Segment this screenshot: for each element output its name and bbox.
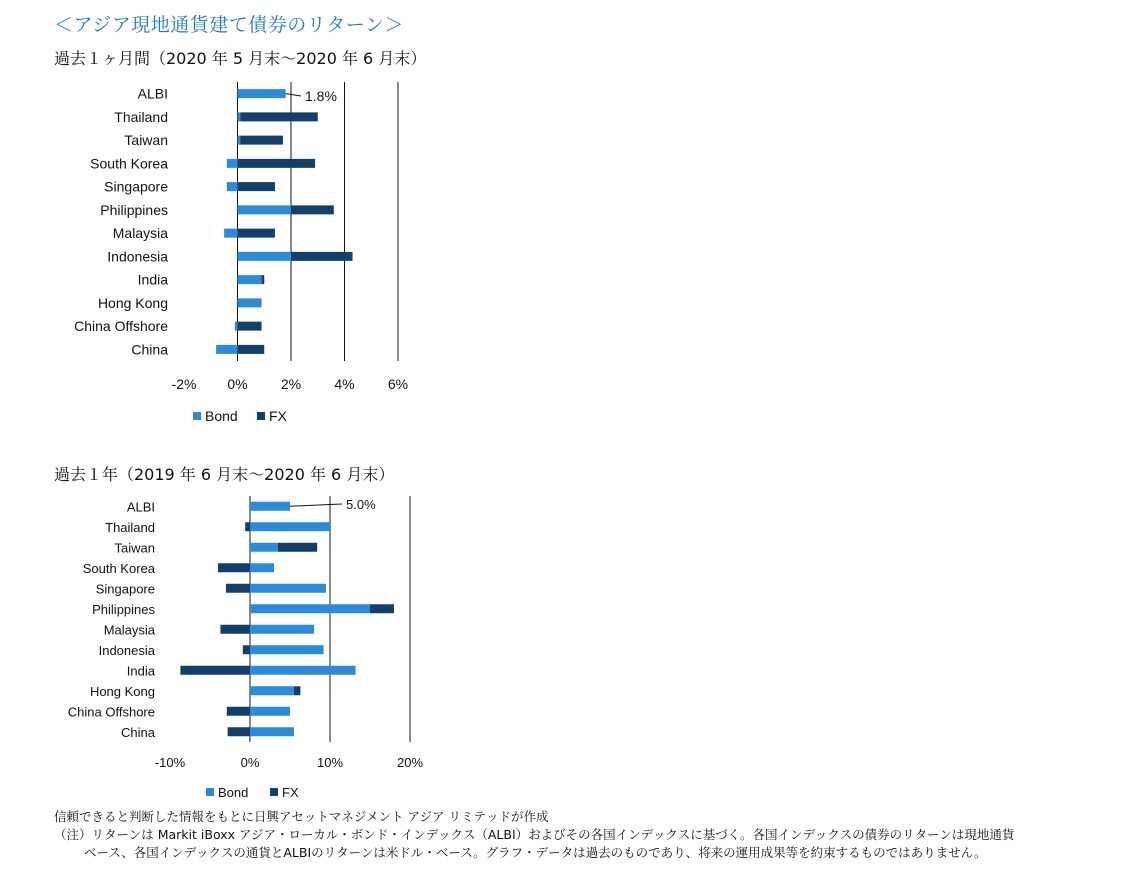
chart1	[74, 82, 408, 424]
bond-bar	[227, 182, 238, 191]
fx-bar	[238, 182, 275, 191]
legend-swatch	[270, 788, 278, 796]
bond-bar	[238, 298, 262, 307]
bond-bar	[250, 543, 278, 552]
fx-bar	[291, 252, 353, 261]
x-tick-label: 0%	[227, 376, 248, 392]
bond-bar	[250, 584, 326, 593]
fx-bar	[240, 112, 318, 121]
x-tick-label: 0%	[240, 755, 260, 770]
category-label: Malaysia	[112, 225, 168, 242]
fx-bar	[370, 604, 394, 613]
legend-swatch	[193, 412, 201, 420]
source-note: 信頼できると判断した情報をもとに日興アセットマネジメント アジア リミテッドが作成	[54, 809, 549, 824]
category-label: Philippines	[100, 201, 168, 218]
bond-bar	[227, 159, 238, 168]
fx-bar	[238, 322, 262, 331]
bond-bar	[238, 112, 241, 121]
category-label: China Offshore	[74, 318, 168, 335]
chart1-subtitle: 過去１ヶ月間（2020 年 5 月末～2020 年 6 月末）	[54, 49, 427, 68]
bond-bar	[250, 502, 290, 511]
fx-bar	[240, 136, 283, 145]
fx-bar	[243, 645, 250, 654]
category-label: Indonesia	[98, 642, 155, 658]
fx-bar	[180, 666, 250, 675]
fx-bar	[238, 229, 275, 238]
x-tick-label: -2%	[171, 376, 197, 392]
category-label: Philippines	[92, 601, 155, 617]
fx-bar	[291, 205, 334, 214]
legend-label: FX	[269, 408, 287, 424]
fx-bar	[228, 727, 250, 736]
bond-bar	[250, 604, 370, 613]
category-label: Thailand	[114, 108, 168, 125]
category-label: Hong Kong	[97, 294, 168, 311]
chart2-subtitle: 過去１年（2019 年 6 月末～2020 年 6 月末）	[54, 465, 395, 484]
category-label: India	[137, 271, 168, 288]
bond-bar	[250, 727, 294, 736]
category-label: Hong Kong	[89, 683, 155, 699]
x-tick-label: 20%	[396, 755, 424, 770]
fx-bar	[226, 584, 250, 593]
bond-bar	[250, 707, 290, 716]
annotation-label: 1.8%	[305, 88, 337, 104]
bond-bar	[250, 645, 324, 654]
category-label: Malaysia	[103, 622, 155, 638]
fx-bar	[245, 522, 250, 531]
category-label: Singapore	[104, 178, 168, 195]
bond-bar	[238, 205, 292, 214]
bond-bar	[216, 345, 237, 354]
legend-swatch	[257, 412, 265, 420]
annotation-leader	[286, 94, 301, 96]
legend-label: Bond	[205, 408, 238, 424]
bond-bar	[250, 563, 274, 572]
fx-bar	[262, 275, 265, 284]
bond-bar	[235, 322, 238, 331]
category-label: ALBI	[137, 85, 168, 102]
x-tick-label: 4%	[334, 376, 355, 392]
note-line-2: ベース、各国インデックスの通貨とALBIのリターンは米ドル・ベース。グラフ・データは過去のものであり、将来の運用成果等を約束するものではありません。	[84, 845, 987, 860]
category-label: Singapore	[95, 581, 155, 597]
bond-bar	[238, 275, 262, 284]
legend-label: Bond	[218, 785, 249, 800]
bond-bar	[238, 252, 292, 261]
x-tick-label: -10%	[154, 755, 186, 770]
x-tick-label: 10%	[316, 755, 344, 770]
fx-bar	[294, 686, 300, 695]
bond-bar	[238, 89, 286, 98]
bond-bar	[224, 229, 237, 238]
fx-bar	[238, 159, 316, 168]
category-label: Indonesia	[107, 248, 168, 265]
fx-bar	[238, 345, 265, 354]
fx-bar	[220, 625, 250, 634]
fx-bar	[218, 563, 250, 572]
page-heading: ＜アジア現地通貨建て債券のリターン＞	[54, 14, 404, 36]
category-label: South Korea	[82, 560, 155, 576]
bond-bar	[250, 686, 294, 695]
category-label: South Korea	[90, 155, 168, 172]
chart2	[68, 496, 424, 800]
bond-bar	[250, 666, 356, 675]
x-tick-label: 2%	[280, 376, 302, 392]
x-tick-label: 6%	[387, 376, 409, 392]
category-label: ALBI	[126, 499, 155, 515]
bond-bar	[250, 522, 330, 531]
fx-bar	[278, 543, 317, 552]
legend-label: FX	[282, 785, 299, 800]
bond-bar	[238, 136, 241, 145]
category-label: Taiwan	[124, 132, 168, 149]
legend-swatch	[206, 788, 214, 796]
fx-bar	[227, 707, 250, 716]
bond-bar	[250, 625, 314, 634]
category-label: China	[121, 724, 155, 740]
annotation-leader	[290, 504, 342, 506]
category-label: Taiwan	[114, 540, 155, 556]
category-label: China Offshore	[67, 704, 155, 720]
note-line-1: （注）リターンは Markit iBoxx アジア・ローカル・ボンド・インデックス（ALBI）およびその各国インデックスに基づく。各国インデックスの債券のリターンは現地通貨	[54, 827, 1015, 842]
category-label: Thailand	[105, 519, 155, 535]
annotation-label: 5.0%	[346, 497, 376, 512]
footnotes	[54, 808, 1114, 862]
category-label: India	[126, 663, 155, 679]
category-label: China	[131, 341, 168, 358]
